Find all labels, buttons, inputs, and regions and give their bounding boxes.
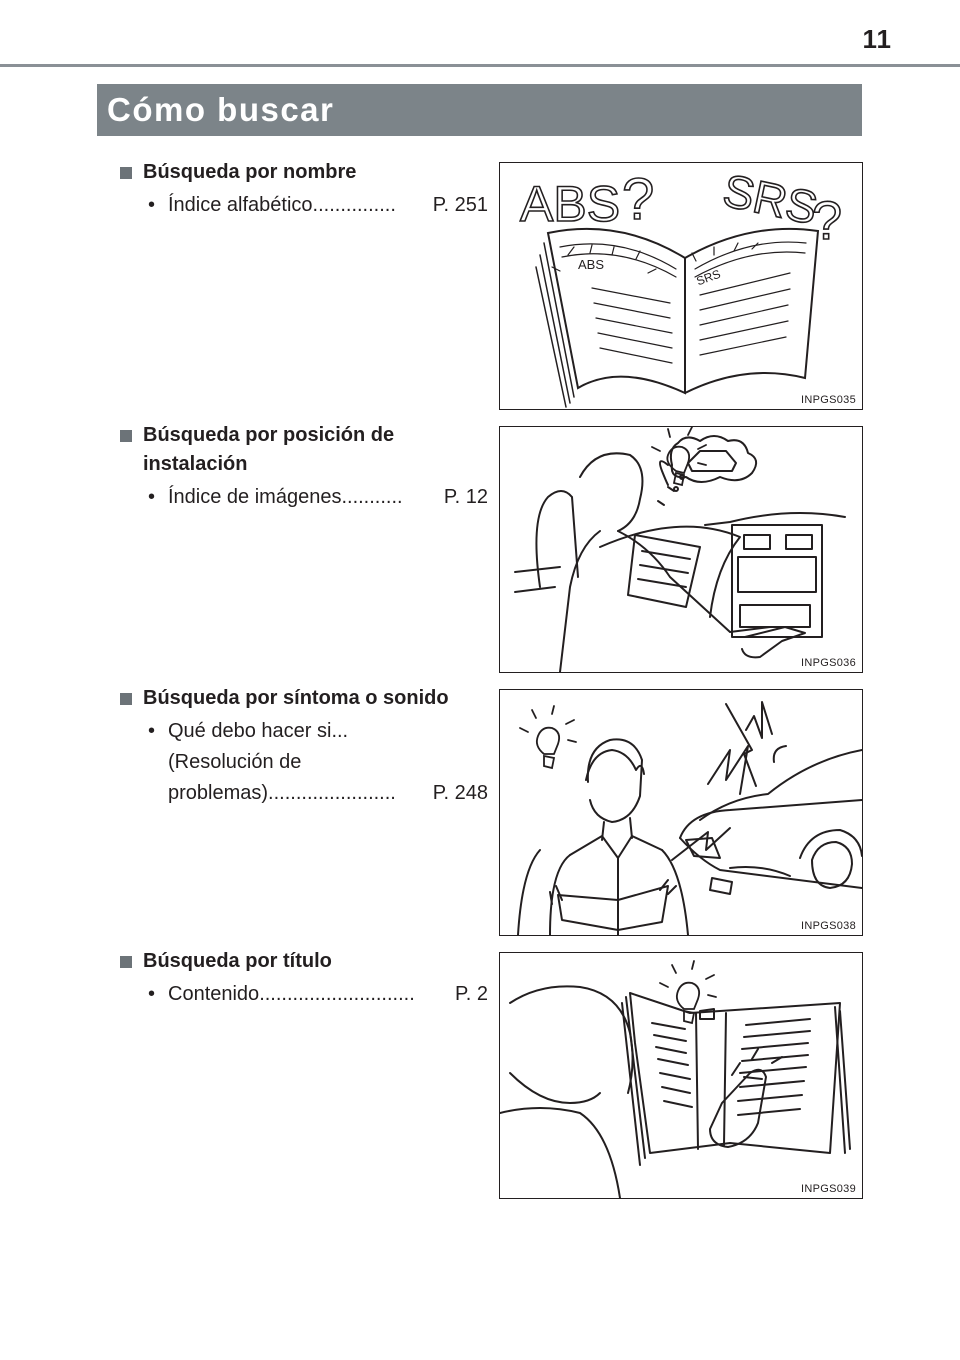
figure-label: SRS: [694, 266, 723, 289]
figure-label: ABS: [578, 257, 605, 272]
index-entry[interactable]: [118, 190, 488, 221]
reading-manual-illustration: [500, 953, 862, 1198]
man-and-car-illustration: [500, 690, 862, 935]
section-heading: [118, 421, 488, 479]
figure-label: ABS: [520, 176, 621, 232]
dot-leader: ...........: [341, 486, 403, 508]
bullet-dot-icon: •: [148, 983, 156, 1005]
figure-code: INPGS038: [801, 920, 856, 932]
square-bullet-icon: [120, 956, 132, 968]
heading-line: instalación: [143, 453, 248, 475]
page-reference-link[interactable]: P. 2: [455, 983, 488, 1005]
page-title-bar: [97, 84, 862, 136]
figure-code: INPGS036: [801, 657, 856, 669]
heading-line: Búsqueda por título: [143, 950, 332, 972]
bullet-dot-icon: •: [148, 194, 156, 216]
open-manual-illustration: [500, 163, 862, 409]
bullet-dot-icon: •: [148, 486, 156, 508]
entry-text: (Resolución de: [168, 751, 302, 773]
square-bullet-icon: [120, 167, 132, 179]
header-rule: [0, 64, 960, 67]
heading-line: Búsqueda por nombre: [143, 161, 357, 183]
driver-dashboard-illustration: [500, 427, 862, 672]
figure-reading-manual: [499, 952, 863, 1199]
section-search-by-position: [118, 421, 488, 513]
figure-label: ?: [622, 167, 655, 232]
figure-label: ?: [812, 191, 843, 251]
section-heading: [118, 684, 488, 713]
figure-label: SRS: [718, 163, 823, 235]
page-reference-link[interactable]: P. 12: [443, 486, 488, 508]
section-search-by-title: [118, 947, 488, 1010]
page-number: 11: [862, 24, 892, 54]
entry-text: Índice alfabético: [168, 194, 313, 216]
page-reference-link[interactable]: P. 251: [432, 194, 488, 216]
figure-man-and-car: [499, 689, 863, 936]
dot-leader: .......................: [268, 782, 396, 804]
entry-text: problemas): [168, 782, 269, 804]
figure-driver-dashboard: [499, 426, 863, 673]
heading-line: Búsqueda por posición de: [143, 424, 395, 446]
heading-line: Búsqueda por síntoma o sonido: [143, 687, 449, 709]
entry-text: Qué debo hacer si...: [168, 720, 349, 742]
page-title: Cómo buscar: [107, 91, 335, 128]
index-entry[interactable]: [118, 979, 488, 1010]
lightbulb-icon: [520, 706, 576, 768]
figure-code: INPGS039: [801, 1183, 856, 1195]
lightbulb-icon: [660, 961, 716, 1023]
section-heading: [118, 158, 488, 187]
figure-open-manual: [499, 162, 863, 410]
square-bullet-icon: [120, 693, 132, 705]
bullet-dot-icon: •: [148, 720, 156, 742]
dot-leader: ............................: [259, 983, 415, 1005]
section-search-by-symptom: [118, 684, 488, 809]
index-entry[interactable]: [118, 716, 488, 809]
index-entry[interactable]: [118, 482, 488, 513]
entry-text: Contenido: [168, 983, 260, 1005]
figure-code: INPGS035: [801, 394, 856, 406]
square-bullet-icon: [120, 430, 132, 442]
dot-leader: ...............: [312, 194, 396, 216]
section-search-by-name: [118, 158, 488, 221]
section-heading: [118, 947, 488, 976]
page-reference-link[interactable]: P. 248: [432, 782, 488, 804]
entry-text: Índice de imágenes: [168, 486, 342, 508]
